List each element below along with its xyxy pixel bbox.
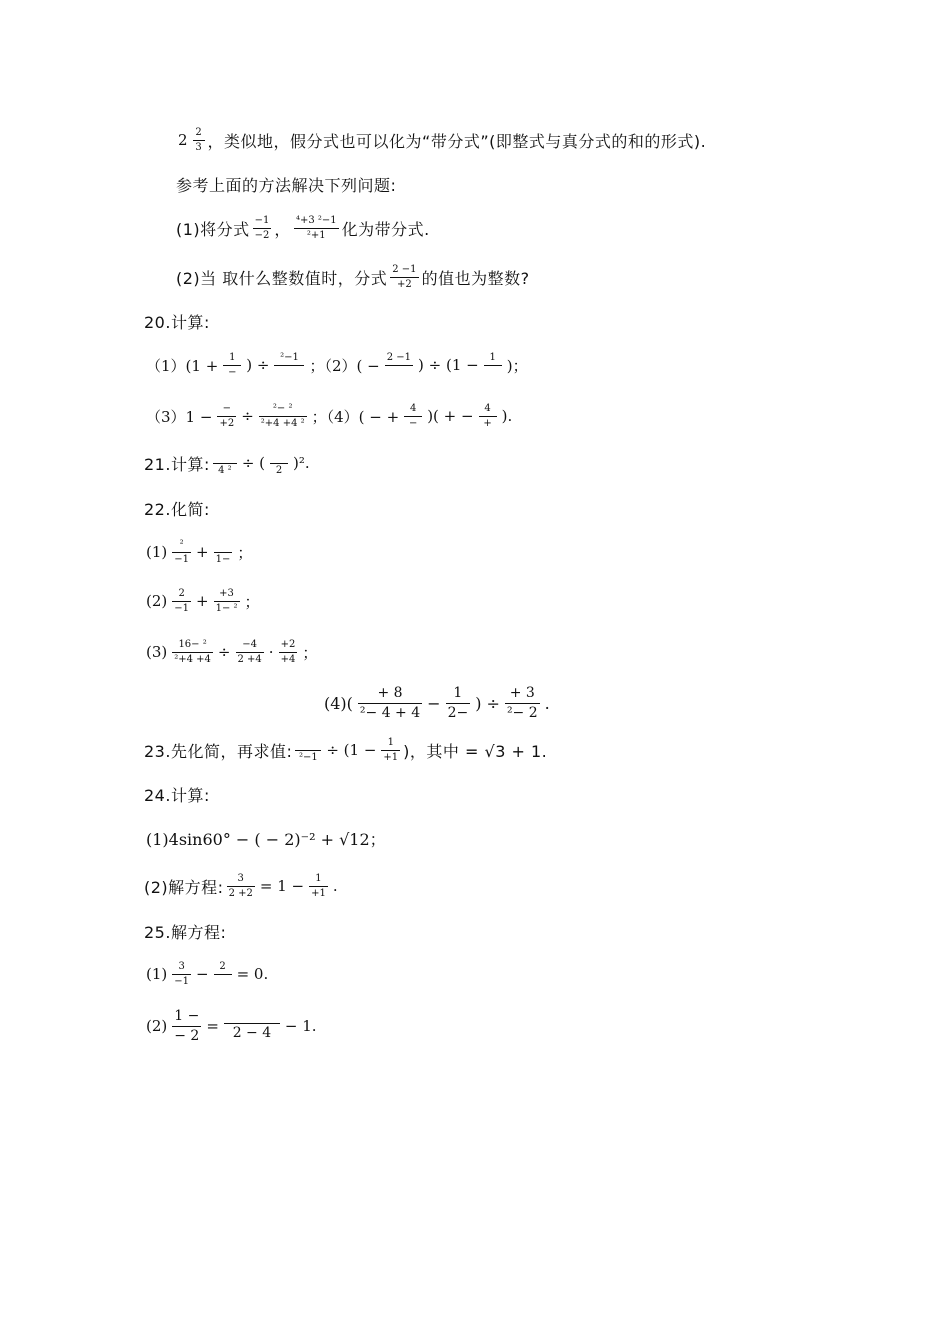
numerator: 4 xyxy=(484,402,491,414)
denominator: 4 ² xyxy=(218,464,232,476)
numerator xyxy=(216,450,234,462)
fraction xyxy=(236,639,264,666)
numerator: 16− ² xyxy=(178,638,207,650)
denominator: ²+4 +4 ² xyxy=(260,417,305,429)
numerator: ²−1 xyxy=(280,351,299,363)
fraction xyxy=(214,539,233,566)
expr-part: ； xyxy=(244,592,260,611)
fraction xyxy=(214,588,240,615)
problem-2-line xyxy=(176,257,530,297)
operator: − xyxy=(196,965,209,983)
heading: 21.计算: xyxy=(144,454,210,474)
denominator: − xyxy=(409,417,418,429)
mixed-denominator: 3 xyxy=(195,141,202,153)
denominator: 2 +4 xyxy=(237,653,262,665)
fraction xyxy=(223,352,241,379)
question-20-line-2 xyxy=(144,396,514,436)
numerator: 1 xyxy=(453,684,463,701)
numerator: 1 xyxy=(229,351,236,363)
fraction xyxy=(295,737,321,764)
problem-2-suffix: 的值也为整数? xyxy=(421,268,530,288)
fraction xyxy=(227,873,255,900)
numerator: 3 xyxy=(178,960,185,972)
fraction xyxy=(404,403,422,430)
numerator: 3 xyxy=(237,872,244,884)
item-label: (3) xyxy=(146,643,168,661)
expr-part: （1）(1 + xyxy=(146,356,219,375)
expr-part: ；（2）( − xyxy=(309,356,380,375)
numerator: 2 xyxy=(219,960,226,972)
fraction xyxy=(381,737,400,764)
expr-part: （3）1 − xyxy=(146,407,213,426)
question-22-line-2 xyxy=(144,581,262,621)
denominator: − xyxy=(228,366,237,378)
fraction xyxy=(224,1010,280,1042)
fraction xyxy=(358,685,422,722)
operator: − xyxy=(427,693,441,713)
fraction xyxy=(213,450,237,477)
heading: 22.化简: xyxy=(144,499,210,519)
denominator: +2 xyxy=(397,278,412,290)
expr-part: ) ÷ (1 − xyxy=(418,356,479,374)
numerator xyxy=(270,450,288,462)
fraction xyxy=(172,539,191,566)
expr-part: ) ÷ xyxy=(246,356,270,374)
expr-part: . xyxy=(544,693,550,713)
numerator: ²− ² xyxy=(272,402,293,414)
operator: + xyxy=(196,543,209,561)
fraction xyxy=(172,588,191,615)
item-label: (2) xyxy=(146,1017,168,1035)
fraction xyxy=(172,1008,201,1045)
expr-part: . xyxy=(332,877,338,895)
numerator: + 3 xyxy=(509,684,535,701)
question-22-line-3 xyxy=(144,632,319,672)
numerator: 2 −1 xyxy=(392,263,417,275)
denominator: 1− xyxy=(215,553,231,565)
denominator: −2 xyxy=(254,229,270,241)
numerator: 4 xyxy=(410,402,417,414)
fraction xyxy=(253,215,272,242)
fraction xyxy=(479,403,497,430)
mixed-numerator: 2 xyxy=(195,126,202,138)
question-25-line-1 xyxy=(144,954,270,994)
denominator: 2 +2 xyxy=(228,887,253,899)
fraction xyxy=(279,639,298,666)
expr-part: )； xyxy=(506,356,528,375)
denominator xyxy=(390,367,408,379)
fraction xyxy=(217,403,236,430)
denominator: 2 xyxy=(275,464,283,476)
question-23-line xyxy=(144,730,547,770)
numerator: + 8 xyxy=(377,684,403,701)
expr-part: = 1 − xyxy=(259,877,305,895)
numerator: − xyxy=(222,402,231,414)
expr-part: − 1. xyxy=(284,1017,317,1035)
expr-part: ÷ (1 − xyxy=(326,741,377,759)
mixed-fraction xyxy=(193,127,205,154)
item-label: (2) xyxy=(146,592,168,610)
denominator: − 2 xyxy=(174,1027,200,1044)
question-22-title xyxy=(144,488,210,528)
operator: = xyxy=(206,1017,219,1035)
intro-line xyxy=(176,120,706,160)
question-24-line-2 xyxy=(144,866,340,906)
problem-1-prefix: (1)将分式 xyxy=(176,219,250,239)
intro-text: ，类似地，假分式也可以化为“带分式”(即整式与真分式的和的形式). xyxy=(207,131,707,151)
denominator: ²−1 xyxy=(298,751,318,763)
numerator: ² xyxy=(179,538,184,550)
denominator: −1 xyxy=(174,602,189,614)
expr-part: ). xyxy=(501,407,513,425)
question-20-title xyxy=(144,301,210,341)
operator: ÷ xyxy=(217,643,231,661)
expr-part: = 0. xyxy=(236,965,269,983)
operator: + xyxy=(196,592,209,610)
numerator: 1 − xyxy=(174,1007,200,1024)
item-label: (4)( xyxy=(324,693,353,713)
denominator: −1 xyxy=(174,553,189,565)
question-20-line-1 xyxy=(144,345,530,385)
operator: · xyxy=(268,643,274,661)
problem-1-suffix: 化为带分式. xyxy=(341,219,430,239)
question-25-line-2 xyxy=(144,1004,319,1048)
numerator: +2 xyxy=(280,638,296,650)
problem-2-prefix: (2)当 取什么整数值时，分式 xyxy=(176,268,388,288)
reference-line xyxy=(176,164,396,204)
denominator: 2 − 4 xyxy=(232,1025,272,1041)
denominator: ²− 4 + 4 xyxy=(359,704,421,721)
expr-part: ； xyxy=(237,543,253,562)
heading: 25.解方程: xyxy=(144,922,227,942)
numerator: 1 xyxy=(489,351,496,363)
fraction xyxy=(390,264,418,291)
operator: ) ÷ xyxy=(475,693,500,713)
denominator xyxy=(484,367,502,379)
denominator: +2 xyxy=(219,417,235,429)
heading: 23.先化简，再求值: xyxy=(144,741,293,761)
fraction xyxy=(385,352,413,379)
denominator: ²+4 +4 xyxy=(174,653,211,665)
item-label: (1) xyxy=(146,543,168,561)
numerator xyxy=(214,539,232,551)
numerator xyxy=(299,737,317,749)
heading: 24.计算: xyxy=(144,785,210,805)
denominator: 2− xyxy=(447,704,469,721)
heading: 20.计算: xyxy=(144,312,210,332)
denominator xyxy=(214,976,232,988)
denominator: ²+1 xyxy=(306,229,326,241)
denominator: + xyxy=(483,417,492,429)
expr-part: ； xyxy=(302,643,318,662)
fraction xyxy=(259,403,307,430)
fraction xyxy=(446,685,471,722)
denominator: ²− 2 xyxy=(506,704,538,721)
numerator: +3 xyxy=(219,587,234,599)
expr-part: ÷ xyxy=(241,407,254,425)
fraction xyxy=(484,352,502,379)
fraction xyxy=(172,639,213,666)
comma: ， xyxy=(274,219,291,239)
fraction xyxy=(172,961,191,988)
item-label: (1) xyxy=(146,965,168,983)
fraction xyxy=(309,873,328,900)
denominator: −1 xyxy=(174,975,189,987)
expr-part: )，其中 = √3 + 1. xyxy=(403,741,548,761)
expr-part: )( + − xyxy=(427,407,474,425)
question-25-title xyxy=(144,911,226,951)
denominator: +4 xyxy=(280,653,296,665)
numerator: −1 xyxy=(254,214,270,226)
question-21-line xyxy=(144,443,312,483)
numerator: 1 xyxy=(387,736,394,748)
expr-part: )². xyxy=(293,454,310,472)
mixed-whole: 2 xyxy=(178,131,188,149)
denominator xyxy=(280,367,298,379)
fraction xyxy=(294,215,339,242)
numerator: 2 −1 xyxy=(386,351,412,363)
numerator: −4 xyxy=(242,638,258,650)
fraction xyxy=(274,352,304,379)
denominator: +1 xyxy=(311,887,326,899)
expr-part: (1)4sin60° − ( − 2)⁻² + √12； xyxy=(146,829,386,849)
expr-part: (2)解方程: xyxy=(144,877,224,897)
fraction xyxy=(214,961,232,988)
fraction xyxy=(505,685,540,722)
reference-text: 参考上面的方法解决下列问题: xyxy=(176,175,397,195)
expr-part: ；（4）( − + xyxy=(311,407,400,426)
expr-part: ÷ ( xyxy=(241,454,266,472)
problem-1-line xyxy=(176,208,430,248)
numerator: ⁴+3 ²−1 xyxy=(295,214,337,226)
numerator: 2 xyxy=(178,587,185,599)
question-24-line-1 xyxy=(144,818,388,858)
denominator: +1 xyxy=(383,751,399,763)
question-22-line-4 xyxy=(322,681,552,725)
question-24-title xyxy=(144,774,210,814)
numerator: 1 xyxy=(315,872,322,884)
question-22-line-1 xyxy=(144,532,254,572)
numerator xyxy=(240,1010,264,1022)
denominator: 1− ² xyxy=(215,602,238,614)
fraction xyxy=(270,450,288,477)
